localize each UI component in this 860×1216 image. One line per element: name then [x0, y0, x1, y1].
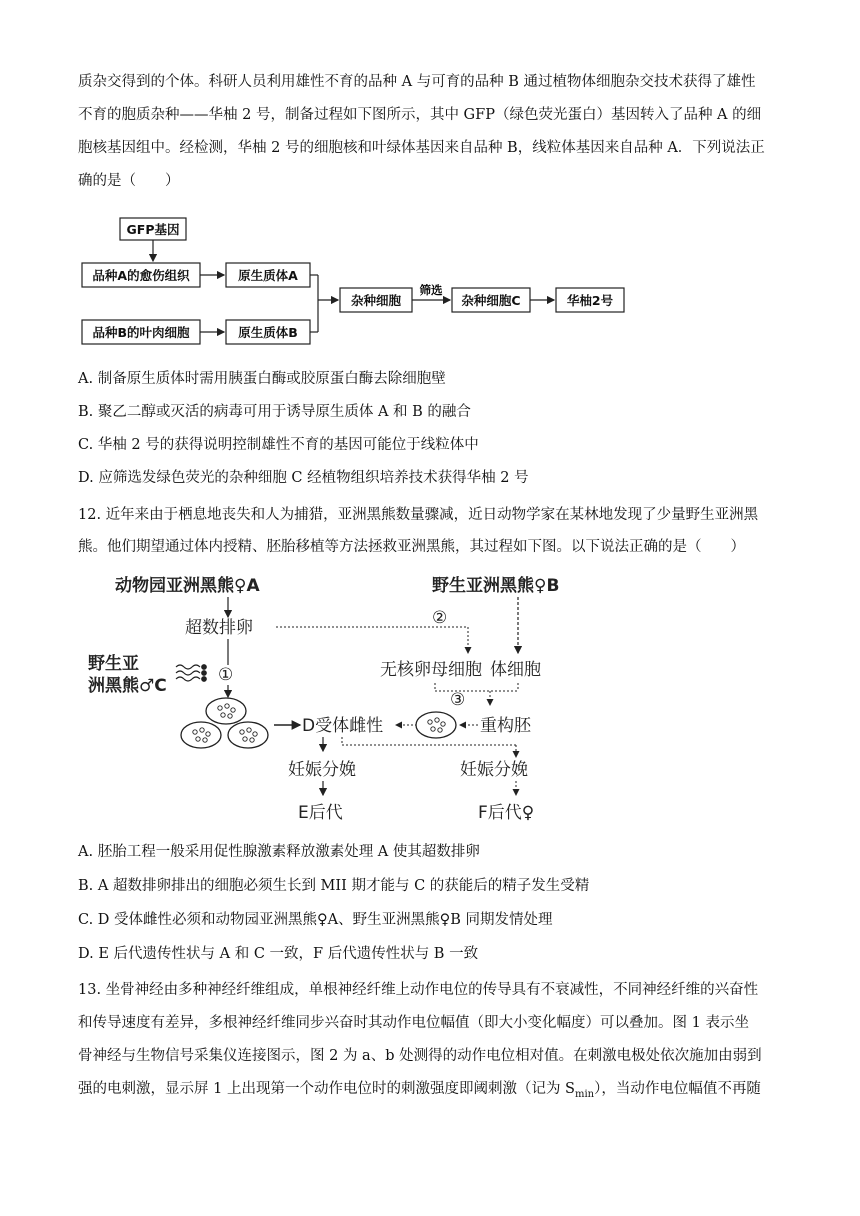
q11-option-c[interactable]: C. 华柚 2 号的获得说明控制雄性不育的基因可能位于线粒体中	[78, 437, 479, 453]
step-2-marker: ②	[432, 608, 448, 628]
q13-stem-line-4-tail: ），当动作电位幅值不再随	[594, 1081, 761, 1097]
q11-option-a[interactable]: A. 制备原生质体时需用胰蛋白酶或胶原蛋白酶去除细胞壁	[78, 371, 446, 387]
q12-option-d[interactable]: D. E 后代遗传性状与 A 和 C 一致，F 后代遗传性状与 B 一致	[78, 946, 479, 962]
q13-stem-line-4	[78, 1077, 761, 1100]
enucleated-oocyte-label: 无核卵母细胞	[380, 660, 482, 680]
hybrid-cell-label: 杂种细胞	[350, 293, 402, 308]
zoo-bear-a-label: 动物园亚洲黑熊♀A	[115, 576, 260, 596]
huayou-2-label: 华柚2号	[566, 293, 614, 308]
hybrid-cell-c-label: 杂种细胞C	[461, 293, 521, 308]
step-1-marker: ①	[218, 665, 234, 685]
variety-b-leaf-label: 品种B的叶肉细胞	[92, 325, 190, 340]
q11-stem-line-3: 胞核基因组中。经检测，华柚 2 号的细胞核和叶绿体基因来自品种 B，线粒体基因来自品种 A．下列说法正	[78, 140, 765, 156]
q11-stem-line-1: 质杂交得到的个体。科研人员利用雄性不育的品种 A 与可育的品种 B 通过植物体细胞杂交技术获得了雄性	[78, 74, 756, 90]
gfp-gene-label: GFP基因	[126, 222, 180, 237]
protoplast-b-label: 原生质体B	[238, 325, 298, 340]
q11-option-b[interactable]: B. 聚乙二醇或灭活的病毒可用于诱导原生质体 A 和 B 的融合	[78, 404, 471, 420]
pregnancy-left-label: 妊娠分娩	[288, 760, 356, 780]
q13-stem-line-4-text: 强的电刺激，显示屏 1 上出现第一个动作电位时的刺激强度即阈刺激（记为 S	[78, 1081, 575, 1097]
pregnancy-right-label: 妊娠分娩	[460, 760, 528, 780]
bear-rescue-diagram	[80, 565, 560, 827]
q12-option-a[interactable]: A. 胚胎工程一般采用促性腺激素释放激素处理 A 使其超数排卵	[78, 844, 480, 860]
q11-option-d[interactable]: D. 应筛选发绿色荧光的杂种细胞 C 经植物组织培养技术获得华柚 2 号	[78, 470, 529, 486]
q13-stem-line-3: 骨神经与生物信号采集仪连接图示，图 2 为 a、b 处测得的动作电位相对值。在刺激电极处依次施加由弱到	[78, 1048, 762, 1064]
step-3-marker: ③	[450, 690, 466, 710]
recipient-d-label: D受体雌性	[302, 716, 384, 736]
sperm-icon	[176, 665, 206, 682]
screening-label: 筛选	[419, 283, 443, 297]
wild-male-c-label-2: 洲黑熊♂C	[88, 676, 167, 696]
variety-a-callus-label: 品种A的愈伤组织	[92, 268, 190, 283]
q12-stem-line-1: 12. 近年来由于栖息地丧失和人为捕猎，亚洲黑熊数量骤减，近日动物学家在某林地发现了少量野生亚洲黑	[78, 507, 759, 523]
q12-option-c[interactable]: C. D 受体雌性必须和动物园亚洲黑熊♀A、野生亚洲黑熊♀B 同期发情处理	[78, 912, 553, 928]
q11-stem-line-2: 不育的胞质杂种——华柚 2 号，制备过程如下图所示，其中 GFP（绿色荧光蛋白）基因转入了品种 A 的细	[78, 107, 762, 123]
somatic-cell-label: 体细胞	[490, 660, 541, 680]
wild-bear-b-label: 野生亚洲黑熊♀B	[432, 576, 560, 596]
q11-stem-line-4: 确的是（ ）	[78, 173, 180, 189]
hybrid-flow-diagram	[78, 210, 638, 355]
reconstructed-embryo-label: 重构胚	[480, 716, 531, 736]
protoplast-a-label: 原生质体A	[238, 268, 298, 283]
wild-male-c-label-1: 野生亚	[88, 654, 139, 674]
offspring-f-label: F后代♀	[478, 803, 535, 823]
q12-option-b[interactable]: B. A 超数排卵排出的细胞必须生长到 MII 期才能与 C 的获能后的精子发生受精	[78, 878, 590, 894]
q13-stem-line-1: 13. 坐骨神经由多种神经纤维组成，单根神经纤维上动作电位的传导具有不衰减性，不同神经纤维的兴奋性	[78, 982, 759, 998]
q12-stem-line-2: 熊。他们期望通过体内授精、胚胎移植等方法拯救亚洲黑熊，其过程如下图。以下说法正确的是（ ）	[78, 539, 745, 555]
s-min-subscript: min	[574, 1088, 595, 1100]
cloned-embryo-icon	[416, 712, 456, 738]
offspring-e-label: E后代	[298, 803, 343, 823]
q13-stem-line-2: 和传导速度有差异，多根神经纤维同步兴奋时其动作电位幅值（即大小变化幅度）可以叠加。图 1 表示坐	[78, 1015, 749, 1031]
superovulation-label: 超数排卵	[185, 618, 253, 638]
